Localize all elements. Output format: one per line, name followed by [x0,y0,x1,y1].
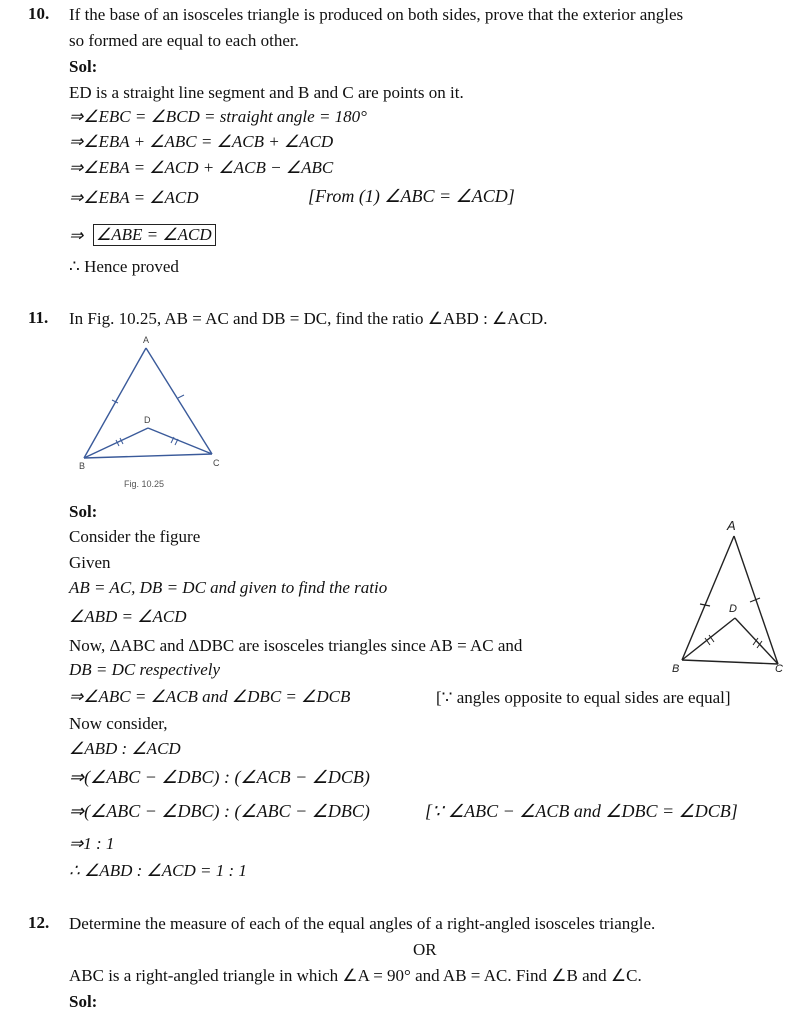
solution-line: Given [69,553,111,572]
equation-line: ⇒1 : 1 [69,834,115,853]
figure-10-25 [72,332,242,492]
question-number: 11. [28,308,49,327]
equation-line: ⇒∠EBC = ∠BCD = straight angle = 180° [69,107,367,126]
solution-line: Now consider, [69,714,168,733]
vertex-label-b: B [672,663,680,675]
reason-note: [∵ angles opposite to equal sides are equal] [436,688,731,707]
question-number: 12. [28,913,50,932]
equation-line: ⇒∠EBA + ∠ABC = ∠ACB + ∠ACD [69,132,334,151]
question-text: so formed are equal to each other. [69,31,299,50]
solution-line: Now, ΔABC and ΔDBC are isosceles triangles since AB = AC and [69,636,523,655]
equation-line: AB = AC, DB = DC and given to find the ratio [69,578,388,597]
equation-line: ∴ ∠ABD : ∠ACD = 1 : 1 [69,861,247,880]
equation-line: DB = DC respectively [69,660,221,679]
question-number: 10. [28,4,50,23]
conclusion: ∴ Hence proved [69,257,179,276]
hand-drawn-figure [672,514,790,678]
vertex-label-d: D [729,603,737,615]
side-bc [682,660,778,664]
sol-label: Sol: [69,992,98,1011]
solution-line: ED is a straight line segment and B and C are points on it. [69,83,464,102]
equation-arrow: ⇒ [69,226,84,245]
side-db [682,618,735,660]
equation-line: ⇒∠EBA = ∠ACD + ∠ACB − ∠ABC [69,158,334,177]
tick-mark [178,395,184,398]
equation-line: ⇒∠ABC = ∠ACB and ∠DBC = ∠DCB [69,687,351,706]
boxed-result: ∠ABE = ∠ACD [93,224,216,246]
figure-caption: Fig. 10.25 [124,479,165,489]
equation-line: ⇒(∠ABC − ∠DBC) : (∠ACB − ∠DCB) [69,767,370,787]
question-text: If the base of an isosceles triangle is produced on both sides, prove that the exterior angles [69,5,684,24]
vertex-label-c: C [775,663,783,675]
reason-note: [From (1) ∠ABC = ∠ACD] [308,186,515,206]
equation-line: ⇒(∠ABC − ∠DBC) : (∠ABC − ∠DBC) [69,801,370,821]
equation-line: ∠ABD : ∠ACD [69,739,181,758]
sol-label: Sol: [69,502,98,521]
vertex-label-c: C [213,458,220,468]
vertex-label-a: A [727,518,736,533]
vertex-label-a: A [143,335,150,345]
vertex-label-b: B [79,461,86,471]
side-bc [84,454,212,458]
vertex-label-d: D [144,415,151,425]
question-text: ABC is a right-angled triangle in which ∠A = 90° and AB = AC. Find ∠B and ∠C. [69,966,642,985]
solution-line: Consider the figure [69,527,201,546]
sol-label: Sol: [69,57,98,76]
equation-line: ⇒∠EBA = ∠ACD [69,188,199,207]
reason-note: [∵ ∠ABC − ∠ACB and ∠DBC = ∠DCB] [425,801,738,821]
side-ab [84,348,146,458]
side-ac [146,348,212,454]
or-separator: OR [413,940,437,959]
question-text: Determine the measure of each of the equal angles of a right-angled isosceles triangle. [69,914,656,933]
side-dc [735,618,778,664]
equation-line: ∠ABD = ∠ACD [69,607,187,626]
question-text: In Fig. 10.25, AB = AC and DB = DC, find the ratio ∠ABD : ∠ACD. [69,309,548,328]
side-dc [148,428,212,454]
side-db [84,428,148,458]
